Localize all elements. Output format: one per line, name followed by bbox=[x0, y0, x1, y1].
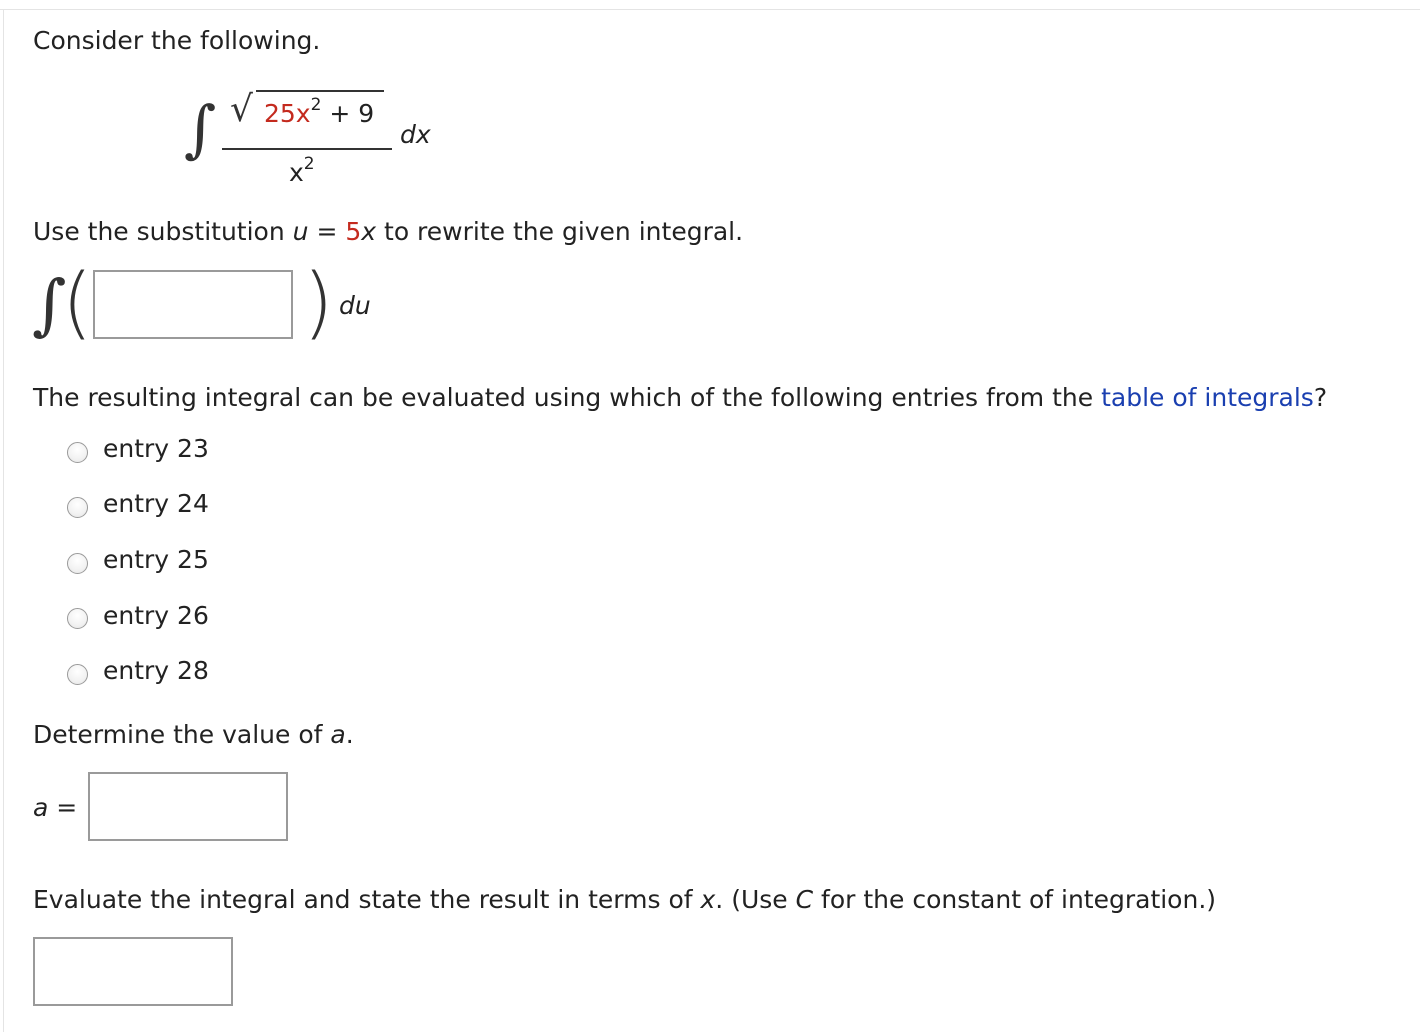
open-paren: ( bbox=[62, 258, 93, 348]
evaluate-text bbox=[33, 885, 1216, 915]
option-label[interactable]: entry 23 bbox=[103, 434, 209, 463]
a-label-variable: a bbox=[33, 793, 49, 822]
fraction-bar bbox=[222, 148, 392, 150]
option-label[interactable]: entry 28 bbox=[103, 656, 209, 685]
a-label-equals: = bbox=[56, 793, 78, 822]
integral-symbol: ∫ bbox=[184, 92, 217, 165]
numerator-exponent: 2 bbox=[310, 95, 322, 115]
substitution-prefix: Use the substitution bbox=[33, 217, 285, 246]
denominator-base: x bbox=[289, 158, 304, 187]
table-question-suffix: ? bbox=[1313, 383, 1328, 412]
determine-a-variable: a bbox=[330, 720, 346, 749]
substitution-text bbox=[33, 217, 743, 247]
intro-text: Consider the following. bbox=[33, 26, 321, 55]
table-question-prefix: The resulting integral can be evaluated using which of the following entries from the bbox=[33, 383, 1094, 412]
differential-du: du bbox=[339, 291, 371, 320]
integral-result-input[interactable] bbox=[33, 937, 233, 1006]
substitution-coefficient: 5 bbox=[345, 217, 362, 246]
denominator bbox=[289, 154, 315, 191]
radio-entry-25[interactable] bbox=[67, 553, 88, 574]
numerator-term: 25x bbox=[264, 99, 311, 128]
evaluate-part3: for the constant of integration.) bbox=[821, 885, 1217, 914]
option-label[interactable]: entry 25 bbox=[103, 545, 209, 574]
evaluate-part1: Evaluate the integral and state the result in terms of bbox=[33, 885, 693, 914]
radio-entry-23[interactable] bbox=[67, 442, 88, 463]
evaluate-var-x: x bbox=[700, 885, 716, 914]
differential-dx: dx bbox=[400, 120, 431, 149]
determine-a-suffix: . bbox=[345, 720, 354, 749]
radical-symbol: √ bbox=[230, 89, 253, 130]
substitution-equals: = bbox=[316, 217, 338, 246]
radio-entry-24[interactable] bbox=[67, 497, 88, 518]
denominator-exponent: 2 bbox=[303, 154, 315, 174]
determine-a-prefix: Determine the value of bbox=[33, 720, 323, 749]
a-value-input[interactable] bbox=[88, 772, 288, 841]
radio-entry-28[interactable] bbox=[67, 664, 88, 685]
option-label[interactable]: entry 26 bbox=[103, 601, 209, 630]
option-label[interactable]: entry 24 bbox=[103, 489, 209, 518]
numerator bbox=[264, 95, 375, 132]
table-of-integrals-link[interactable]: table of integrals bbox=[1101, 383, 1314, 412]
radio-entry-26[interactable] bbox=[67, 608, 88, 629]
substitution-expression-var: x bbox=[361, 217, 377, 246]
radical-overline bbox=[256, 90, 384, 92]
substitution-suffix: to rewrite the given integral. bbox=[384, 217, 744, 246]
substitution-variable: u bbox=[292, 217, 309, 246]
table-question bbox=[33, 383, 1327, 413]
rewritten-integral-symbol: ∫ bbox=[32, 266, 67, 343]
evaluate-var-c: C bbox=[795, 885, 814, 914]
evaluate-part2: . (Use bbox=[715, 885, 788, 914]
left-divider bbox=[3, 10, 4, 1032]
top-divider bbox=[0, 9, 1420, 10]
numerator-rest: + 9 bbox=[329, 99, 375, 128]
rewritten-integrand-input[interactable] bbox=[93, 270, 293, 339]
determine-a-text bbox=[33, 720, 354, 750]
a-field-label bbox=[33, 793, 77, 823]
close-paren: ) bbox=[303, 258, 334, 348]
